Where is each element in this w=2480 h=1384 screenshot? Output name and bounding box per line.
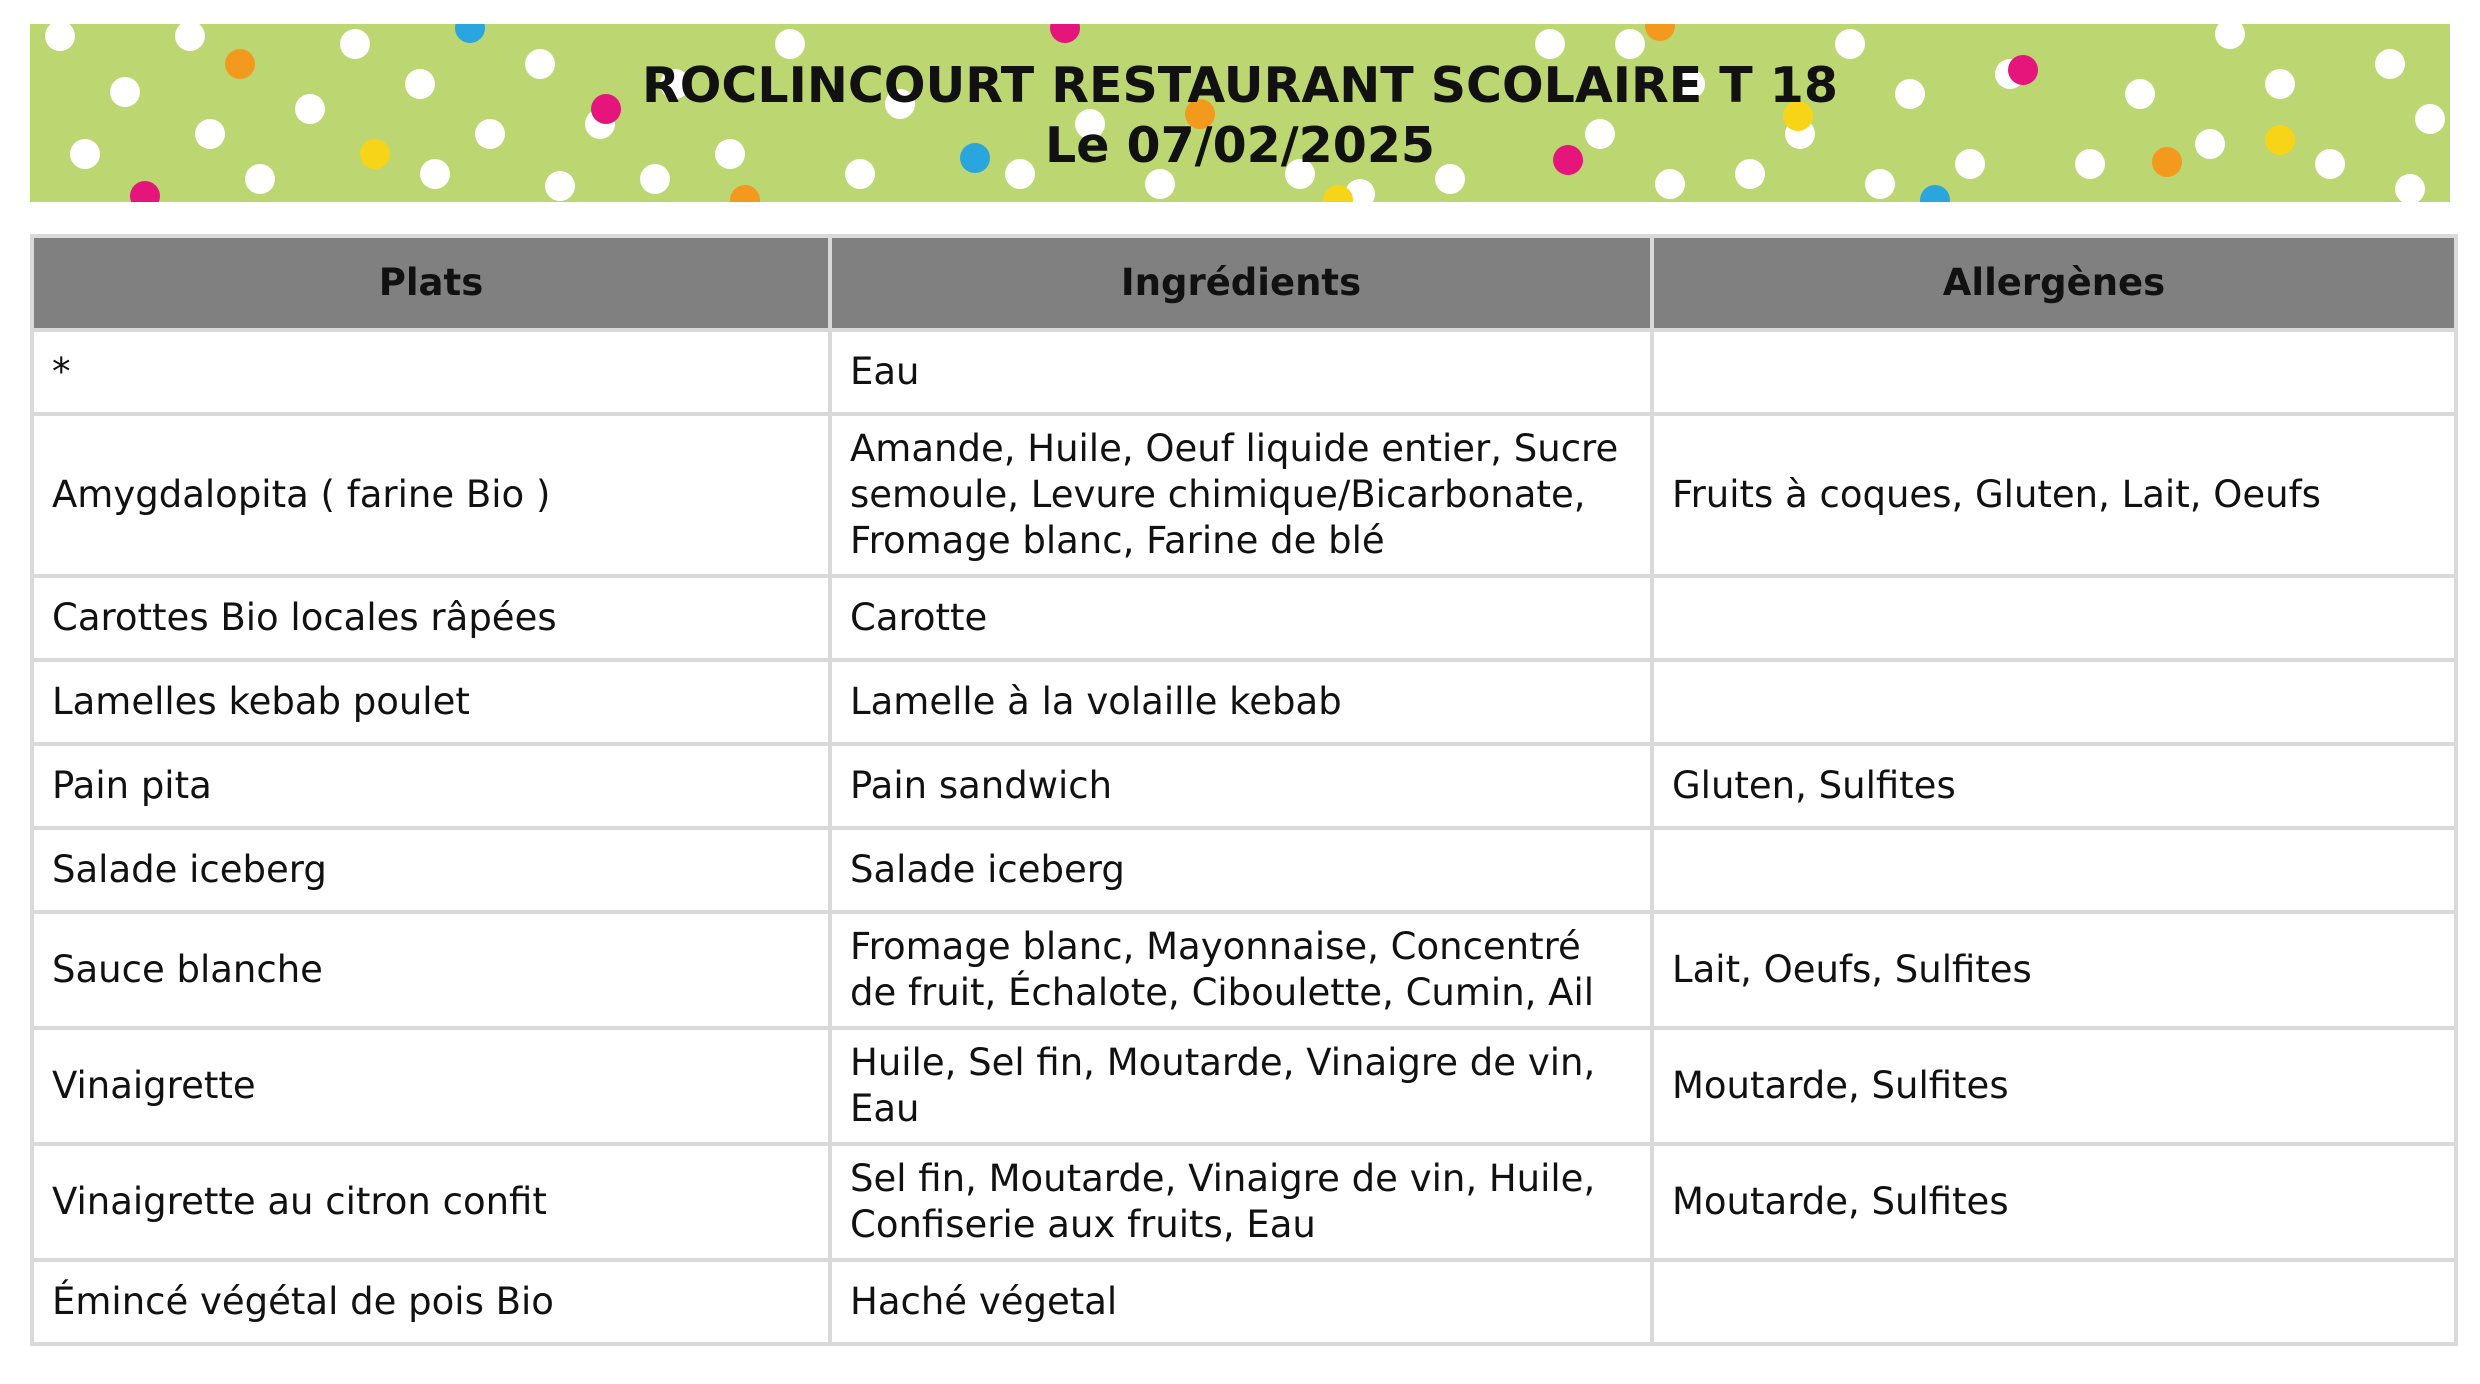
cell-plat: Vinaigrette au citron confit [32, 1144, 830, 1260]
table-row [32, 660, 2456, 744]
menu-table [30, 234, 2458, 1346]
cell-ingredients: Eau [830, 330, 1652, 414]
cell-ingredients: Pain sandwich [830, 744, 1652, 828]
cell-allergenes: Lait, Oeufs, Sulfites [1652, 912, 2456, 1028]
cell-ingredients: Salade iceberg [830, 828, 1652, 912]
cell-plat: * [32, 330, 830, 414]
table-row [32, 744, 2456, 828]
table-header-row [32, 236, 2456, 330]
page-title: ROCLINCOURT RESTAURANT SCOLAIRE T 18 [642, 57, 1838, 114]
cell-ingredients: Huile, Sel fin, Moutarde, Vinaigre de vin, Eau [830, 1028, 1652, 1144]
table-row [32, 414, 2456, 576]
column-header-allergenes: Allergènes [1652, 236, 2456, 330]
cell-plat: Amygdalopita ( farine Bio ) [32, 414, 830, 576]
cell-plat: Vinaigrette [32, 1028, 830, 1144]
table-row [32, 330, 2456, 414]
cell-allergenes: Gluten, Sulfites [1652, 744, 2456, 828]
cell-ingredients: Fromage blanc, Mayonnaise, Concentré de fruit, Échalote, Ciboulette, Cumin, Ail [830, 912, 1652, 1028]
table-row [32, 912, 2456, 1028]
column-header-plats: Plats [32, 236, 830, 330]
cell-ingredients: Amande, Huile, Oeuf liquide entier, Sucre semoule, Levure chimique/Bicarbonate, Fromage blanc, Farine de blé [830, 414, 1652, 576]
banner-title [30, 56, 2450, 176]
table-row [32, 576, 2456, 660]
cell-ingredients: Haché végetal [830, 1260, 1652, 1344]
cell-ingredients: Sel fin, Moutarde, Vinaigre de vin, Huile, Confiserie aux fruits, Eau [830, 1144, 1652, 1260]
cell-plat: Salade iceberg [32, 828, 830, 912]
cell-plat: Sauce blanche [32, 912, 830, 1028]
cell-allergenes [1652, 660, 2456, 744]
table-row [32, 1028, 2456, 1144]
header-banner [30, 24, 2450, 202]
page-date: Le 07/02/2025 [1044, 117, 1436, 174]
cell-plat: Pain pita [32, 744, 830, 828]
table-row [32, 1260, 2456, 1344]
cell-plat: Carottes Bio locales râpées [32, 576, 830, 660]
cell-allergenes [1652, 828, 2456, 912]
table-row [32, 1144, 2456, 1260]
cell-ingredients: Lamelle à la volaille kebab [830, 660, 1652, 744]
cell-allergenes: Moutarde, Sulfites [1652, 1144, 2456, 1260]
cell-allergenes: Fruits à coques, Gluten, Lait, Oeufs [1652, 414, 2456, 576]
cell-plat: Émincé végétal de pois Bio [32, 1260, 830, 1344]
column-header-ingredients: Ingrédients [830, 236, 1652, 330]
cell-plat: Lamelles kebab poulet [32, 660, 830, 744]
cell-allergenes [1652, 576, 2456, 660]
cell-ingredients: Carotte [830, 576, 1652, 660]
cell-allergenes [1652, 330, 2456, 414]
cell-allergenes: Moutarde, Sulfites [1652, 1028, 2456, 1144]
cell-allergenes [1652, 1260, 2456, 1344]
table-row [32, 828, 2456, 912]
